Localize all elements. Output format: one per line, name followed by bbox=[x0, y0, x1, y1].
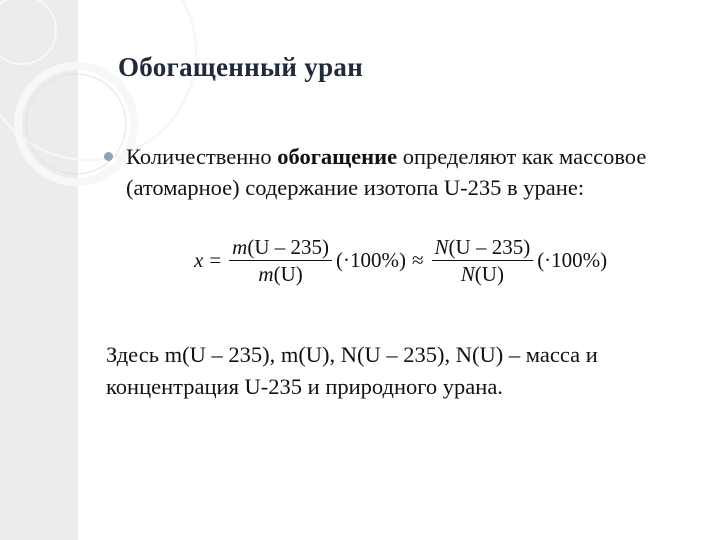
explanation-note: Здесь m(U – 235), m(U), N(U – 235), N(U) – масса и концентрация U-235 и природного урана. bbox=[106, 342, 598, 399]
bullet-text-before: Количественно bbox=[126, 144, 278, 169]
denominator-arg: (U) bbox=[273, 261, 303, 286]
numerator-symbol-m: m bbox=[232, 234, 248, 259]
denominator-symbol-n: N bbox=[460, 261, 475, 286]
fraction-count-denominator bbox=[458, 261, 507, 286]
fraction-mass-denominator bbox=[255, 261, 305, 286]
fraction-mass bbox=[229, 235, 332, 286]
formula-equals: = bbox=[209, 247, 222, 272]
deco-circle-small bbox=[0, 0, 56, 64]
fraction-count bbox=[432, 235, 534, 286]
bullet-dot-icon bbox=[104, 152, 113, 161]
numerator-symbol-n: N bbox=[434, 234, 449, 259]
formula-factor-1: (·100%) bbox=[336, 247, 406, 272]
denominator-symbol-m: m bbox=[258, 261, 274, 286]
bullet-item bbox=[104, 141, 694, 203]
slide-title: Обогащенный уран bbox=[118, 52, 364, 82]
bullet-text bbox=[126, 141, 694, 203]
decorative-circles bbox=[0, 0, 200, 260]
formula-lhs: x bbox=[194, 247, 204, 272]
formula-approx: ≈ bbox=[411, 247, 424, 272]
enrichment-formula bbox=[194, 228, 634, 292]
fraction-mass-numerator bbox=[229, 235, 332, 261]
numerator-arg: (U – 235) bbox=[247, 234, 329, 259]
denominator-arg: (U) bbox=[474, 261, 504, 286]
fraction-count-numerator bbox=[432, 235, 534, 261]
formula-factor-2: (·100%) bbox=[537, 247, 608, 272]
bullet-text-bold: обогащение bbox=[277, 144, 398, 169]
numerator-arg: (U – 235) bbox=[448, 234, 531, 259]
bullet-text-after: определяют как массовое (атомарное) содержание изотопа U-235 в уране: bbox=[126, 144, 647, 200]
